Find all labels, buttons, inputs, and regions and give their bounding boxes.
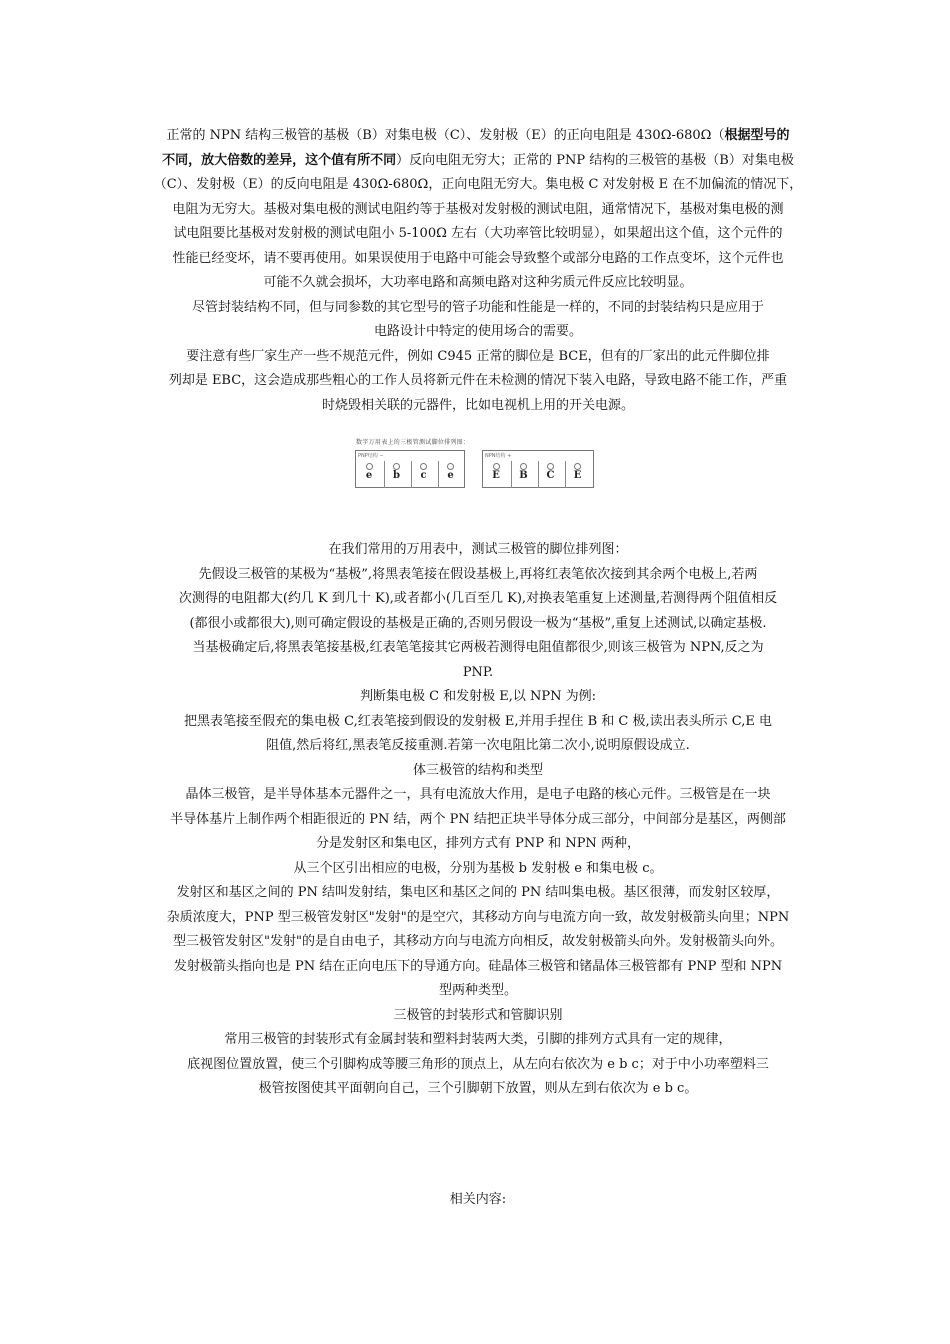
pin-cell (511, 461, 535, 488)
text-line (148, 1004, 808, 1029)
bold-text-segment: 根据型号的 (724, 128, 790, 143)
text-line (148, 979, 808, 1004)
text-segment: 底视图位置放置，使三个引脚构成等腰三角形的顶点上，从左向右依次为 e b c；对于中小功率塑料三 (187, 1056, 769, 1072)
diagram-title: 数字万用表上的三极管测试脚位排列图： (356, 439, 470, 446)
text-segment: PNP. (462, 664, 494, 680)
text-line (148, 563, 808, 588)
pin-cell (538, 461, 562, 488)
pin-socket-icon (366, 463, 373, 470)
pin-socket-icon (520, 463, 527, 470)
text-segment: 型三极管发射区"发射"的是自由电子，其移动方向与电流方向相反，故发射极箭头向外。发射极箭头向外。 (173, 934, 783, 949)
text-line (148, 832, 808, 857)
text-line (148, 734, 808, 759)
intro-section (148, 124, 808, 418)
text-line (148, 222, 808, 247)
pin-letter: C (546, 470, 555, 481)
pin-socket-icon (493, 463, 500, 470)
text-segment: 型两种类型。 (438, 983, 517, 998)
text-segment: 三极管的封装形式和管脚识别 (393, 1007, 563, 1023)
text-segment: 发射区和基区之间的 PN 结叫发射结，集电区和基区之间的 PN 结叫集电极。基区很薄，而发射区较厚， (176, 885, 780, 900)
text-line (148, 320, 808, 345)
text-segment: 要注意有些厂家生产一些不规范元件，例如 C945 正常的脚位是 BCE，但有的厂家出的此元件脚位排 (186, 348, 770, 364)
pin-cell (357, 461, 381, 488)
pin-socket-icon (574, 463, 581, 470)
text-segment: 电阻为无穷大。基极对集电极的测试电阻约等于基极对发射极的测试电阻，通常情况下，基极对集电极的测 (172, 201, 784, 217)
pin-socket-icon (447, 463, 454, 470)
text-line (148, 149, 808, 174)
pin-letter: e (447, 470, 454, 481)
text-segment: 次测得的电阻都大(约几 K 到几十 K),或者都小(几百至几 K),对换表笔重复上述测量,若测得两个阻值相反 (178, 591, 778, 606)
text-segment: 时烧毁相关联的元器件，比如电视机上用的开关电源。 (321, 397, 634, 413)
pin-cell (484, 461, 508, 488)
text-line (148, 538, 808, 563)
text-segment: 当基极确定后,将黑表笔接基极,红表笔笔接其它两极若测得电阻值都很少,则该三极管为 NPN,反之为 (192, 640, 764, 655)
text-segment: 列却是 EBC，这会造成那些粗心的工作人员将新元件在未检测的情况下装入电路，导致电路不能工作，严重 (168, 373, 788, 388)
text-line (148, 124, 808, 149)
text-line (148, 881, 808, 906)
pin-diagram-area (148, 418, 808, 538)
pin-letter: b (393, 470, 400, 481)
text-line (148, 636, 808, 661)
text-segment: 阻值,然后将红,黑表笔反接重测.若第一次电阻比第二次小,说明原假设成立. (266, 738, 690, 753)
text-segment: 常用三极管的封装形式有金属封装和塑料封装两大类，引脚的排列方式具有一定的规律， (224, 1032, 732, 1047)
text-line (148, 759, 808, 784)
text-segment: 试电阻要比基极对发射极的测试电阻小 5-100Ω 左右（大功率管比较明显），如果超出这个值，这个元件的 (173, 226, 783, 241)
pin-letter: E (492, 470, 500, 481)
text-line (148, 930, 808, 955)
text-segment: (都很小或都很大),则可确定假设的基极是正确的,否则另假设一极为“基极”,重复上述测试,以确定基极. (189, 615, 767, 631)
pin-cell (565, 461, 589, 488)
text-segment: （C）、发射极（E）的反向电阻是 430Ω-680Ω，正向电阻无穷大。集电极 C 对发射极 E 在不加偏流的情况下， (153, 177, 803, 192)
pin-letter: B (519, 470, 528, 481)
pin-layout-diagram (354, 437, 594, 497)
text-segment: 体三极管的结构和类型 (412, 762, 543, 778)
pin-letter: c (420, 470, 427, 481)
pin-socket-icon (420, 463, 427, 470)
text-segment: 分是发射区和集电区，排列方式有 PNP 和 NPN 两种， (316, 836, 640, 851)
text-line (148, 394, 808, 419)
text-line (148, 808, 808, 833)
pin-socket-icon (547, 463, 554, 470)
body-section (148, 538, 808, 1102)
pin-cell (438, 461, 462, 488)
text-segment: 可能不久就会损坏，大功率电路和高频电路对这种劣质元件反应比较明显。 (263, 275, 693, 290)
text-line (148, 612, 808, 637)
text-segment: ）反向电阻无穷大；正常的 PNP 结构的三极管的基极（B）对集电极 (396, 152, 794, 168)
text-line (148, 1053, 808, 1078)
text-line (148, 661, 808, 686)
pin-letter: e (365, 470, 373, 481)
pnp-pin-box (355, 450, 465, 488)
text-line (148, 198, 808, 223)
text-line (148, 296, 808, 321)
text-line (148, 710, 808, 735)
document-page (148, 124, 808, 1212)
text-line (148, 587, 808, 612)
pin-socket-icon (393, 463, 400, 470)
text-segment: 在我们常用的万用表中，测试三极管的脚位排列图： (328, 542, 628, 557)
text-segment: 半导体基片上制作两个相距很近的 PN 结，两个 PN 结把正块半导体分成三部分，中间部分是基区，两侧部 (170, 811, 786, 827)
text-segment: 杂质浓度大，PNP 型三极管发射区"发射"的是空穴，其移动方向与电流方向一致，故发射极箭头向里；NPN (166, 909, 790, 925)
text-line (148, 1028, 808, 1053)
pin-cell (411, 461, 435, 488)
text-line (148, 271, 808, 296)
text-line (148, 783, 808, 808)
npn-label: NPN结构 + (485, 453, 512, 459)
text-line (148, 345, 808, 370)
text-line (148, 685, 808, 710)
text-line (148, 1077, 808, 1102)
text-segment: 先假设三极管的某极为“基极”,将黑表笔接在假设基极上,再将红表笔依次接到其余两个电极上,若两 (198, 566, 758, 582)
text-segment: 从三个区引出相应的电极，分别为基极 b 发射极 e 和集电极 c。 (293, 860, 663, 876)
text-segment: 正常的 NPN 结构三极管的基极（B）对集电极（C）、发射极（E）的正向电阻是 430Ω-680Ω（ (166, 128, 725, 143)
text-segment: 电路设计中特定的使用场合的需要。 (373, 324, 582, 339)
pin-letter: E (573, 470, 582, 481)
text-segment: 晶体三极管，是半导体基本元器件之一，具有电流放大作用，是电子电路的核心元件。三极管是在一块 (185, 787, 771, 802)
text-line (148, 857, 808, 882)
bold-text-segment: 不同，放大倍数的差异，这个值有所不同 (162, 152, 397, 168)
text-line (148, 906, 808, 931)
text-segment: 把黑表笔接至假充的集电极 C,红表笔接到假设的发射极 E,并用手捏住 B 和 C 极,读出表头所示 C,E 电 (183, 713, 773, 729)
text-line (148, 173, 808, 198)
pin-cell (384, 461, 408, 488)
text-line (148, 247, 808, 272)
text-segment: 判断集电极 C 和发射极 E,以 NPN 为例: (359, 689, 597, 704)
text-segment: 尽管封装结构不同，但与同参数的其它型号的管子功能和性能是一样的，不同的封装结构只是应用于 (191, 299, 764, 315)
text-line (148, 955, 808, 980)
related-content-label: 相关内容: (449, 1191, 507, 1207)
npn-pin-box (482, 450, 594, 488)
text-line (148, 369, 808, 394)
text-segment: 极管按图使其平面朝向自己，三个引脚朝下放置，则从左到右依次为 e b c。 (258, 1081, 698, 1096)
text-segment: 发射极箭头指向也是 PN 结在正向电压下的导通方向。硅晶体三极管和锗晶体三极管都有 PNP 型和 NPN (173, 958, 783, 974)
text-segment: 性能已经变坏，请不要再使用。如果误使用于电路中可能会导致整个或部分电路的工作点变坏，这个元件也 (172, 250, 784, 266)
pnp-label: PNP结构 − (358, 453, 384, 459)
